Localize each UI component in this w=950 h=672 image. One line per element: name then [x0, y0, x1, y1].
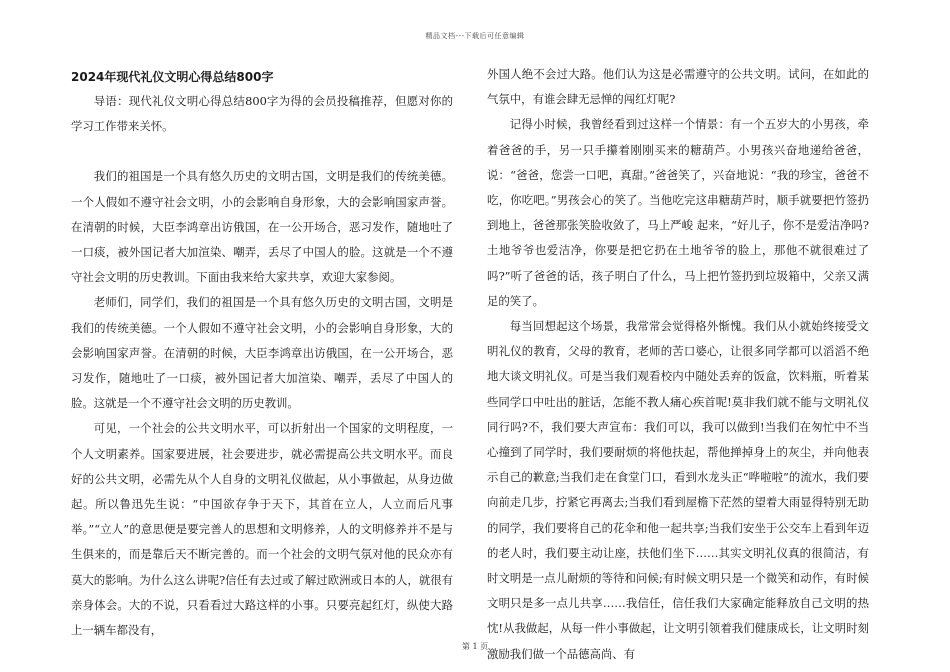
paragraph-continued: 外国人绝不会过大路。他们认为这是必需遵守的公共文明。试问，在如此的气氛中，有谁会肆无忌惮的闯红灯呢?: [487, 67, 869, 107]
page-header: 精品文档---下载后可任意编辑: [425, 32, 525, 40]
paragraph-5: 每当回想起这个场景，我常常会觉得格外惭愧。我们从小就始终接受文明礼仪的教育，父母的教育，老师的苦口婆心，让很多同学都可以滔滔不绝地大谈文明礼仪。可是当我们观看校内中随处丢弃的饭盒，饮料瓶，听着某些同学口中吐出的脏话，怎能不教人痛心疾首呢!莫非我们就不能与文明礼仪同行吗?不，我们要大声宣布：我们可以，我可以做到!当我们在匆忙中不当心撞到了同学时，我们要耐烦的将他扶起，帮他掸掉身上的灰尘，并向他表示自己的歉意;当我们走在食堂门口，看到水龙头正“哗啦啦”的流水，我们要向前走几步，拧紧它再离去;当我们看到屋檐下茫然的望着大雨显得特别无助的同学，我们要将自己的花伞和他一起共享;当我们安坐于公交车上看到年迈的老人时，我们要主动让座，扶他们坐下……其实文明礼仪真的很简洁，有时文明是一点儿耐烦的等待和问候;有时候文明只是一个微笑和动作，有时候文明只是多一点儿共享……我信任，信任我们大家确定能释放自己文明的热忱!从我做起，从每一件小事做起，让文明引领着我们健康成长，让文明时刻激励我们做一个品德高尚、有: [487, 319, 869, 661]
right-column: [487, 62, 869, 667]
paragraph-3: 可见，一个社会的公共文明水平，可以折射出一个国家的文明程度，一个人文明素养。国家要进展，社会要进步，就必需提高公共文明水平。而良好的公共文明，必需先从个人自身的文明礼仪做起，从小事做起，从身边做起。所以鲁迅先生说：“中国欲存争于天下，其首在立人，人立而后凡事举。”“立人”的意思便是要完善人的思想和文明修养，人的文明修养并不是与生俱来的，而是靠后天不断完善的。而一个社会的文明气氛对他的民众亦有莫大的影响。为什么这么讲呢?信任有去过或了解过欧洲或日本的人，就很有亲身体会。大的不说，只看看过大路这样的小事。只要亮起红灯，纵使大路上一辆车都没有，: [71, 421, 453, 638]
spacer: [71, 139, 453, 164]
left-column: [71, 66, 453, 643]
paragraph-2: 老师们，同学们，我们的祖国是一个具有悠久历史的文明古国，文明是我们的传统美德。一个人假如不遵守社会文明，小的会影响自身形象，大的会影响国家声誉。在清朝的时候，大臣李鸿章出访俄国，在一公开场合，恶习发作，随地吐了一口痰，被外国记者大加渲染、嘲弄，丢尽了中国人的脸。这就是一个不遵守社会文明的历史教训。: [71, 295, 453, 411]
document-title: 2024年现代礼仪文明心得总结800字: [71, 70, 274, 84]
paragraph-1: 我们的祖国是一个具有悠久历史的文明古国，文明是我们的传统美德。一个人假如不遵守社会文明，小的会影响自身形象，大的会影响国家声誉。在清朝的时候，大臣李鸿章出访俄国，在一公开场合，恶习发作，随地吐了一口痰，被外国记者大加渲染、嘲弄，丢尽了中国人的脸。这就是一个不遵守社会文明的历史教训。下面由我来给大家共享，欢迎大家参阅。: [71, 169, 453, 285]
paragraph-4: 记得小时候，我曾经看到过这样一个情景：有一个五岁大的小男孩，牵着爸爸的手，另一只手攥着刚刚买来的糖葫芦。小男孩兴奋地递给爸爸，说：“爸爸，您尝一口吧，真甜。”爸爸笑了，兴奋地说：“我的珍宝，爸爸不吃，你吃吧。”男孩会心的笑了。当他吃完这串糖葫芦时，顺手就要把竹签扔到地上，爸爸那张笑脸收敛了，马上严峻 起来，“好儿子，你不是爱洁净吗?土地爷爷也爱洁净，你要是把它扔在土地爷爷的脸上，那他不就很难过了吗?”听了爸爸的话，孩子明白了什么，马上把竹签扔到垃圾箱中，父亲又满足的笑了。: [487, 117, 869, 308]
page-number: 第 1 页: [461, 642, 489, 651]
intro-paragraph: 导语：现代礼仪文明心得总结800字为得的会员投稿推荐，但愿对你的学习工作带来关怀。: [71, 94, 453, 134]
